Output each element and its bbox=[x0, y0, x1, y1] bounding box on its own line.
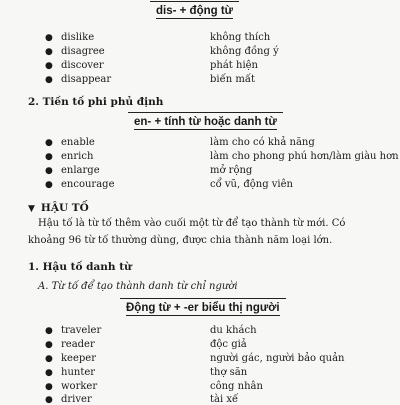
triangle-down-icon: ▼ bbox=[28, 204, 35, 214]
section-title-1: 1. Hậu tố danh từ bbox=[28, 261, 132, 273]
bullet-icon: ● bbox=[45, 166, 53, 176]
bullet-icon: ● bbox=[45, 33, 53, 43]
subsection-title-a: A. Từ tố để tạo thành danh từ chỉ người bbox=[38, 281, 238, 292]
document-page: dis- + động từ ● dislike không thích ● disagree không đồng ý ● discover phát hiện ● disappear biến mất 2. Tiền tố phi phủ định en- + tính từ hoặc danh từ ● enable làm cho có khả năng ● enrich làm cho phong phú hơn/làm giàu hơn ● enlarge mở rộng ● encourage cổ vũ, động viên ▼ HẬU TỐ Hậu tố là từ tố thêm vào cuối một từ để tạo thành từ mới. Có khoảng 96 từ tố thường dùng, được chia thành năm loại lớn. 1. Hậu tố danh từ A. Từ tố để tạo thành danh từ chỉ người Động từ + -er biểu thị người ● traveler du khách ● reader độc giả ● keeper người gác, người bảo quản ● hunter thợ săn ● worker công nhân ● driver tài xế bbox=[28, 5, 399, 405]
bullet-icon: ● bbox=[45, 180, 53, 190]
bullet-icon: ● bbox=[45, 138, 53, 148]
bullet-icon: ● bbox=[45, 395, 53, 405]
bullet-icon: ● bbox=[45, 47, 53, 57]
bullet-icon: ● bbox=[45, 382, 53, 392]
suffix-paragraph: Hậu tố là từ tố thêm vào cuối một từ để tạo thành từ mới. Có khoảng 96 từ tố thường dùng, được chia thành năm loại lớn. bbox=[28, 218, 346, 246]
bullet-icon: ● bbox=[45, 326, 53, 336]
bullet-icon: ● bbox=[45, 61, 53, 71]
bullet-icon: ● bbox=[45, 368, 53, 378]
en-heading: en- + tính từ hoặc danh từ bbox=[134, 116, 277, 128]
suffix-heading: ▼ HẬU TỐ bbox=[28, 202, 89, 214]
dis-heading: dis- + động từ bbox=[156, 5, 234, 17]
bullet-icon: ● bbox=[45, 354, 53, 364]
bullet-icon: ● bbox=[45, 152, 53, 162]
bullet-icon: ● bbox=[45, 340, 53, 350]
bullet-icon: ● bbox=[45, 75, 53, 85]
section-title-2: 2. Tiền tố phi phủ định bbox=[28, 96, 164, 108]
er-heading: Động từ + -er biểu thị người bbox=[126, 302, 280, 314]
